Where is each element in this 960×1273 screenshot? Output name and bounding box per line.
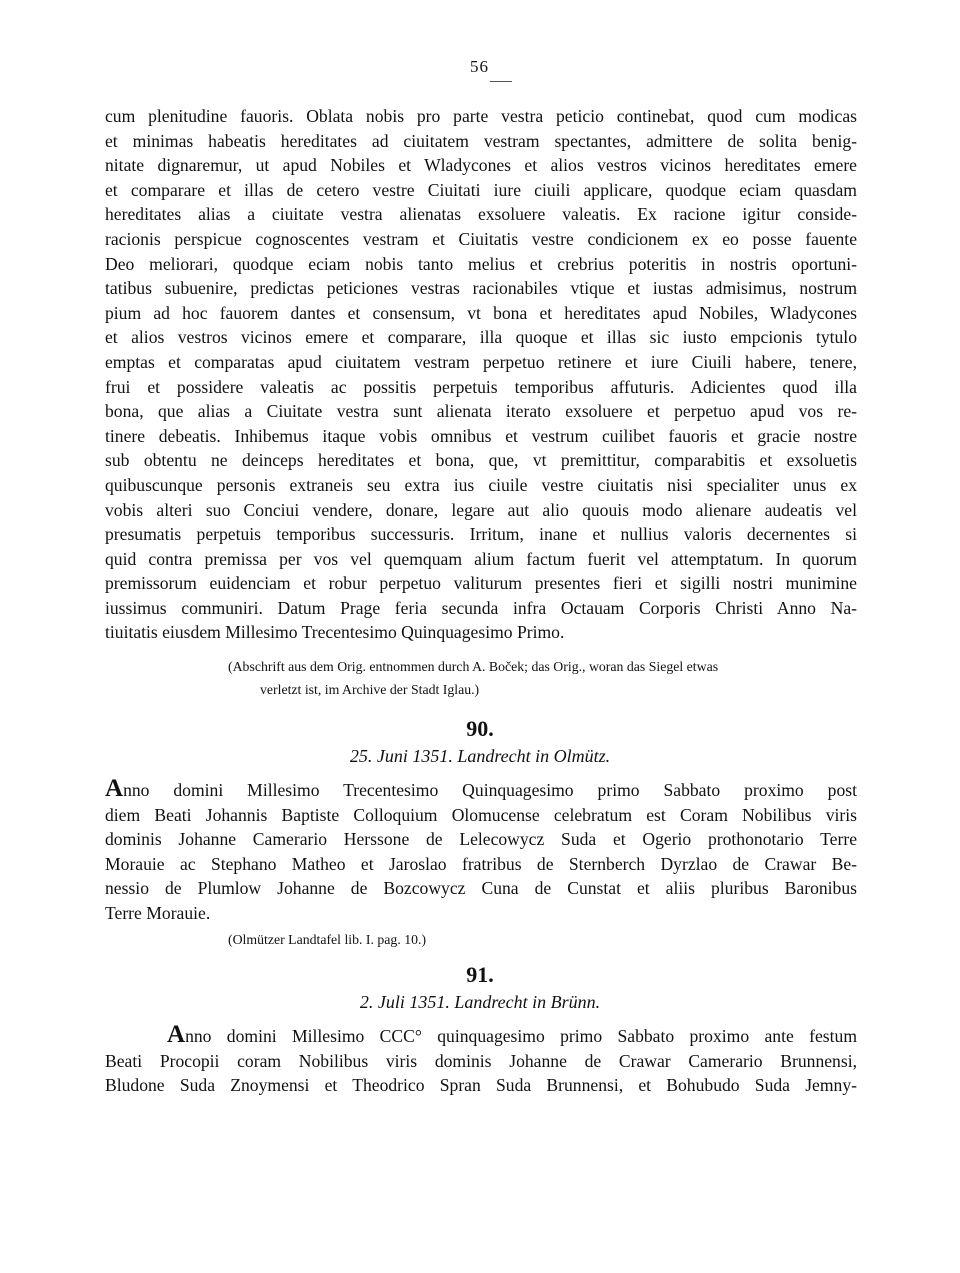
text-line: dominis Johanne Camerario Herssone de Lelecowycz Suda et Ogerio prothonotario Terre <box>105 829 857 850</box>
text-line: cum plenitudine fauoris. Oblata nobis pro parte vestra peticio continebat, quod cum modicas <box>105 106 857 126</box>
first-line-text: nno domini Millesimo Trecentesimo Quinquagesimo primo Sabbato proximo post <box>123 780 857 800</box>
text-line: et alios vestros vicinos emere et comparare, illa quoque et illas sic iusto empcionis tytulo <box>105 327 857 348</box>
text-line: sub obtentu ne deinceps hereditates et bona, que, vt premittitur, comparabitis et exsoluetis <box>105 450 857 471</box>
first-line-text: nno domini Millesimo CCC° quinquagesimo primo Sabbato proximo ante festum <box>185 1026 857 1046</box>
document-heading: 2. Juli 1351. Landrecht in Brünn. <box>359 992 601 1012</box>
document-number: 90. <box>466 716 494 741</box>
text-line: bona, que alias a Ciuitate vestra sunt alienata iterato exsoluere et perpetuo apud vos re- <box>105 401 857 422</box>
text-line: quid contra premissa per vos vel quemquam alium factum fuerit vel attemptatum. In quorum <box>105 548 857 569</box>
text-line: tatibus subuenire, predictas peticiones vestras racionabiles vtique et iustas admisimus, nostrum <box>105 278 857 299</box>
drop-cap: A <box>167 1021 186 1048</box>
text-line: Morauie ac Stephano Matheo et Jaroslao fratribus de Sternberch Dyrzlao de Crawar Be- <box>105 853 857 874</box>
source-note: (Olmützer Landtafel lib. I. pag. 10.) <box>228 932 427 947</box>
text-line: Beati Procopii coram Nobilibus viris dominis Johanne de Crawar Camerario Brunnensi, <box>105 1050 857 1071</box>
intro-paragraph <box>105 104 857 645</box>
text-line: pium ad hoc fauorem dantes et consensum, vt bona et hereditates apud Nobiles, Wladycones <box>105 302 857 323</box>
drop-cap: A <box>105 775 124 802</box>
document-body <box>105 775 857 926</box>
text-line: et minimas habeatis hereditates ad ciuitatem vestram spectantes, admittere de solita benig- <box>105 130 857 151</box>
source-note-line: (Abschrift aus dem Orig. entnommen durch A. Boček; das Orig., woran das Siegel etwas <box>228 659 719 674</box>
text-line: tinere debeatis. Inhibemus itaque vobis omnibus et vestrum cuilibet fauoris et gracie nostre <box>105 425 857 446</box>
text-line: iussimus communiri. Datum Prage feria secunda infra Octauam Corporis Christi Anno Na- <box>105 597 857 618</box>
text-line: nessio de Plumlow Johanne de Bozcowycz Cuna de Cunstat et aliis pluribus Baronibus <box>105 878 857 899</box>
text-line: hereditates alias a ciuitate vestra alienatas exsoluere valeatis. Ex racione igitur conside- <box>105 204 857 225</box>
text-line <box>105 1021 857 1049</box>
text-line: emptas et comparatas apud ciuitatem vestram perpetuo retinere et iure Ciuili habere, tenere, <box>105 351 857 372</box>
source-note-line: verletzt ist, im Archive der Stadt Iglau.) <box>260 682 480 697</box>
text-line: frui et possidere valeatis ac possitis perpetuis temporibus affuturis. Adicientes quod illa <box>105 376 857 397</box>
document-body <box>105 1021 857 1098</box>
text-line: tiuitatis eiusdem Millesimo Trecentesimo Quinquagesimo Primo. <box>105 622 565 643</box>
text-line <box>105 775 857 803</box>
document-heading: 25. Juni 1351. Landrecht in Olmütz. <box>349 746 611 766</box>
text-line: Deo meliorari, quodque eciam nobis tanto melius et crebrius poteritis in nostris oportuni- <box>105 253 857 274</box>
text-line: Bludone Suda Znoymensi et Theodrico Spran Suda Brunnensi, et Bohubudo Suda Jemny- <box>105 1075 857 1096</box>
text-line: quibuscunque personis extraneis seu extra ius ciuile vestre ciuitatis nisi specialiter unus ex <box>105 474 857 495</box>
page-number: 56 <box>470 57 489 76</box>
text-line: presumatis perpetuis temporibus successuris. Irritum, inane et nullius valoris decernentes si <box>105 524 857 545</box>
text-line: diem Beati Johannis Baptiste Colloquium Olomucense celebratum est Coram Nobilibus viris <box>105 804 857 825</box>
text-line: premissorum euidenciam et robur perpetuo valiturum presentes fieri et sigilli nostri munimine <box>105 573 857 594</box>
text-line: vobis alteri suo Conciui vendere, donare, legare aut alio quouis modo alienare audeatis vel <box>105 499 857 520</box>
document-number: 91. <box>466 962 494 987</box>
text-line: racionis perspicue cognoscentes vestram et Ciuitatis vestre condicionem ex eo posse fauente <box>105 228 857 249</box>
source-note <box>228 655 718 701</box>
text-line: Terre Morauie. <box>105 902 211 923</box>
text-line: nitate dignaremur, ut apud Nobiles et Wladycones et alios vestros vicinos hereditates emere <box>105 155 857 176</box>
text-line: et comparare et illas de cetero vestre Ciuitati iure ciuili applicare, quodque eciam quasdam <box>105 179 857 200</box>
